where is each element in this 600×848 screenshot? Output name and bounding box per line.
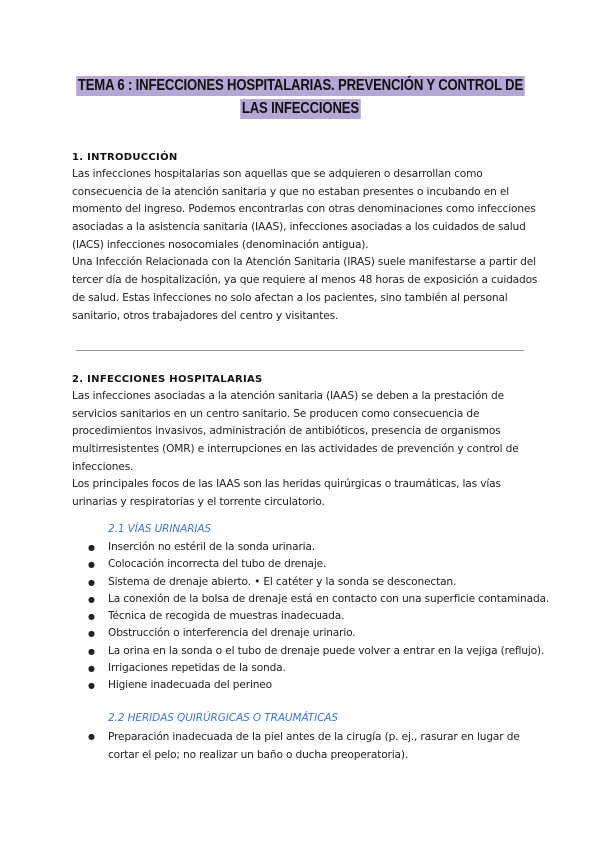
text-line: multirresistentes (OMR) e interrupciones en las actividades de prevención y control de — [72, 443, 519, 456]
text-line: sanitario, otros trabajadores del centro y visitantes. — [72, 309, 339, 322]
text-line: urinarias y respiratorias y el torrente circulatorio. — [72, 496, 325, 509]
text-line: infecciones. — [72, 460, 134, 473]
list-item-text: La conexión de la bolsa de drenaje está en contacto con una superficie contaminada. — [108, 592, 550, 605]
bullet-icon: ● — [88, 594, 95, 604]
text-line: de salud. Estas infecciones no solo afectan a los pacientes, sino también al personal — [72, 291, 508, 304]
bullet-icon: ● — [88, 664, 95, 674]
bullet-list — [88, 539, 549, 695]
list-item — [88, 574, 549, 591]
bullet-icon: ● — [88, 629, 95, 639]
bullet-icon: ● — [88, 577, 95, 587]
list-item — [88, 728, 520, 764]
bullet-icon: ● — [88, 560, 95, 570]
list-item-line: cortar el pelo; no realizar un baño o ducha preoperatoria). — [108, 749, 409, 761]
list-item — [88, 591, 549, 608]
page-title — [0, 75, 600, 121]
text-line: (IACS) infecciones nosocomiales (denominación antigua). — [72, 238, 369, 251]
subsection-heading: 2.2 HERIDAS QUIRÚRGICAS O TRAUMÁTICAS — [108, 712, 338, 724]
bullet-icon: ● — [88, 612, 95, 622]
list-item-text: Irrigaciones repetidas de la sonda. — [108, 662, 286, 675]
text-line: procedimientos invasivos, administración de antibióticos, presencia de organismos — [72, 425, 501, 438]
bullet-icon: ● — [88, 543, 95, 552]
list-item — [88, 608, 549, 625]
text-line: asociadas a la asistencia sanitaria (IAAS), infecciones asociadas a los cuidados de salud — [72, 221, 526, 234]
list-item-text: La orina en la sonda o el tubo de drenaje puede volver a entrar en la vejiga (reflujo). — [108, 644, 545, 657]
text-line: servicios sanitarios en un centro sanitario. Se producen como consecuencia de — [72, 407, 480, 420]
list-item — [88, 625, 549, 642]
text-line: consecuencia de la atención sanitaria y que no estaban presentes o incubando en el — [72, 185, 510, 198]
list-item — [88, 677, 549, 694]
section2-paragraph — [72, 388, 519, 512]
list-item — [88, 539, 549, 556]
text-line: tercer día de hospitalización, ya que requiere al menos 48 horas de exposición a cuidados — [72, 274, 538, 287]
list-item — [88, 643, 549, 660]
text-line: Las infecciones hospitalarias son aquellas que se adquieren o desarrollan como — [72, 168, 483, 180]
bullet-list — [88, 728, 520, 764]
bullet-icon: ● — [88, 646, 95, 656]
list-item-text: Técnica de recogida de muestras inadecuada. — [108, 610, 345, 623]
text-line: Los principales focos de las IAAS son las heridas quirúrgicas o traumáticas, las vías — [72, 478, 501, 491]
list-item-text: Sistema de drenaje abierto. • El catéter y la sonda se desconectan. — [108, 575, 457, 588]
divider — [76, 350, 524, 351]
section1-paragraph — [72, 166, 537, 325]
section-heading: 2. INFECCIONES HOSPITALARIAS — [72, 374, 263, 385]
list-item-text: Higiene inadecuada del perineo — [108, 679, 273, 692]
bullet-icon: ● — [88, 732, 95, 741]
text-line: momento del ingreso. Podemos encontrarlas con otras denominaciones como infecciones — [72, 203, 536, 216]
list-item-text: Obstrucción o interferencia del drenaje urinario. — [108, 627, 356, 640]
list-item — [88, 660, 549, 677]
list-item-line: Preparación inadecuada de la piel antes de la cirugía (p. ej., rasurar en lugar de — [108, 731, 520, 743]
list-item — [88, 556, 549, 573]
subsection-heading: 2.1 VÍAS URINARIAS — [108, 523, 212, 535]
section-heading: 1. INTRODUCCIÓN — [72, 152, 178, 163]
list-item-text: Inserción no estéril de la sonda urinaria. — [108, 541, 315, 553]
title-line: LAS INFECCIONES — [241, 100, 359, 117]
text-line: Las infecciones asociadas a la atención sanitaria (IAAS) se deben a la prestación de — [72, 390, 504, 402]
list-item-text: Colocación incorrecta del tubo de drenaje. — [108, 558, 327, 571]
title-line: TEMA 6 : INFECCIONES HOSPITALARIAS. PREVENCIÓN Y CONTROL DE — [77, 77, 523, 94]
text-line: Una Infección Relacionada con la Atención Sanitaria (IRAS) suele manifestarse a partir del — [72, 256, 536, 269]
bullet-icon: ● — [88, 681, 95, 691]
